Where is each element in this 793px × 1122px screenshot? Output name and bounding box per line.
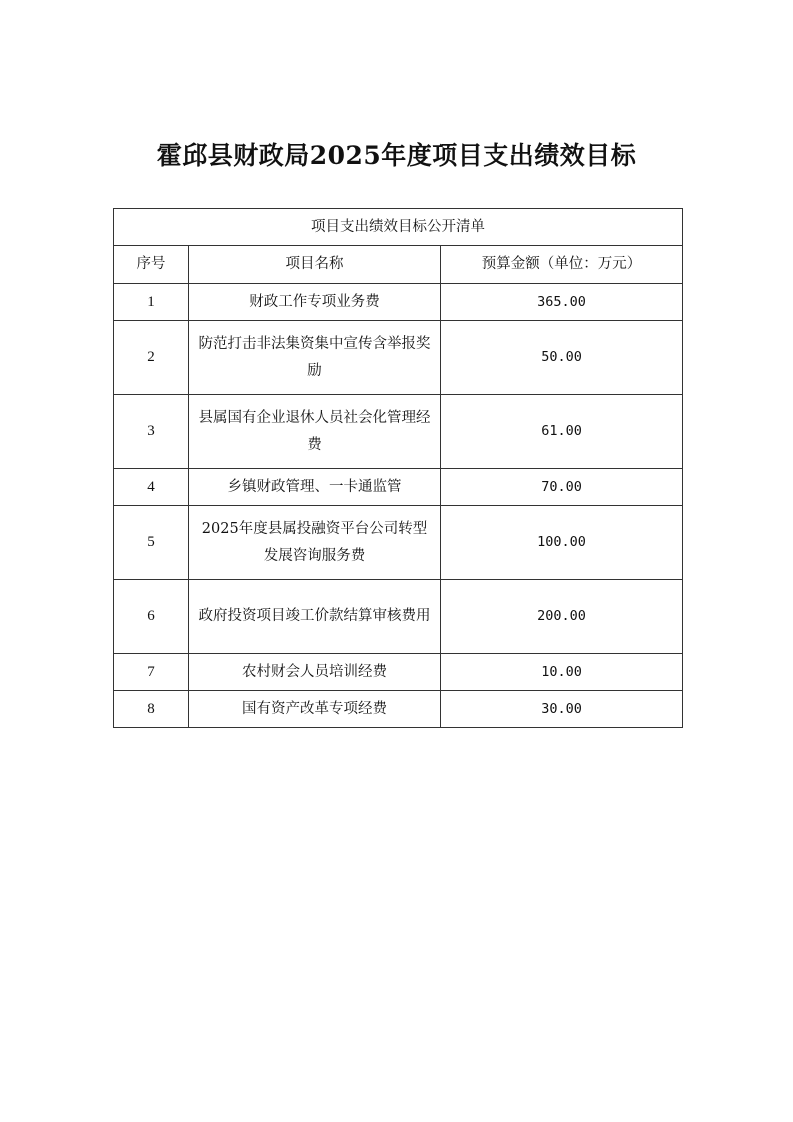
row-budget: 30.00	[441, 691, 683, 728]
row-project-name: 2025年度县属投融资平台公司转型发展咨询服务费	[189, 506, 441, 580]
table-row	[114, 469, 683, 506]
row-index: 7	[114, 654, 189, 691]
table-row	[114, 321, 683, 395]
row-budget: 100.00	[441, 506, 683, 580]
row-budget: 10.00	[441, 654, 683, 691]
table-row	[114, 506, 683, 580]
row-budget: 61.00	[441, 395, 683, 469]
row-index: 5	[114, 506, 189, 580]
row-index: 2	[114, 321, 189, 395]
row-index: 3	[114, 395, 189, 469]
table-row	[114, 654, 683, 691]
header-index: 序号	[114, 246, 189, 284]
table-caption-row	[114, 209, 683, 246]
row-index: 4	[114, 469, 189, 506]
row-project-name: 县属国有企业退休人员社会化管理经费	[189, 395, 441, 469]
table-header-row	[114, 246, 683, 284]
table-row	[114, 284, 683, 321]
row-budget: 365.00	[441, 284, 683, 321]
row-project-name: 政府投资项目竣工价款结算审核费用	[189, 580, 441, 654]
row-project-name: 防范打击非法集资集中宣传含举报奖励	[189, 321, 441, 395]
row-project-name: 国有资产改革专项经费	[189, 691, 441, 728]
row-index: 8	[114, 691, 189, 728]
document-title: 霍邱县财政局2025年度项目支出绩效目标	[156, 141, 637, 170]
row-index: 1	[114, 284, 189, 321]
table-row	[114, 580, 683, 654]
row-budget: 200.00	[441, 580, 683, 654]
row-budget: 50.00	[441, 321, 683, 395]
performance-target-table	[113, 208, 683, 728]
row-index: 6	[114, 580, 189, 654]
header-project-name: 项目名称	[189, 246, 441, 284]
header-budget: 预算金额（单位：万元）	[441, 246, 683, 284]
row-project-name: 财政工作专项业务费	[189, 284, 441, 321]
row-project-name: 农村财会人员培训经费	[189, 654, 441, 691]
row-project-name: 乡镇财政管理、一卡通监管	[189, 469, 441, 506]
table-row	[114, 691, 683, 728]
table-caption: 项目支出绩效目标公开清单	[114, 209, 683, 246]
table-row	[114, 395, 683, 469]
row-budget: 70.00	[441, 469, 683, 506]
